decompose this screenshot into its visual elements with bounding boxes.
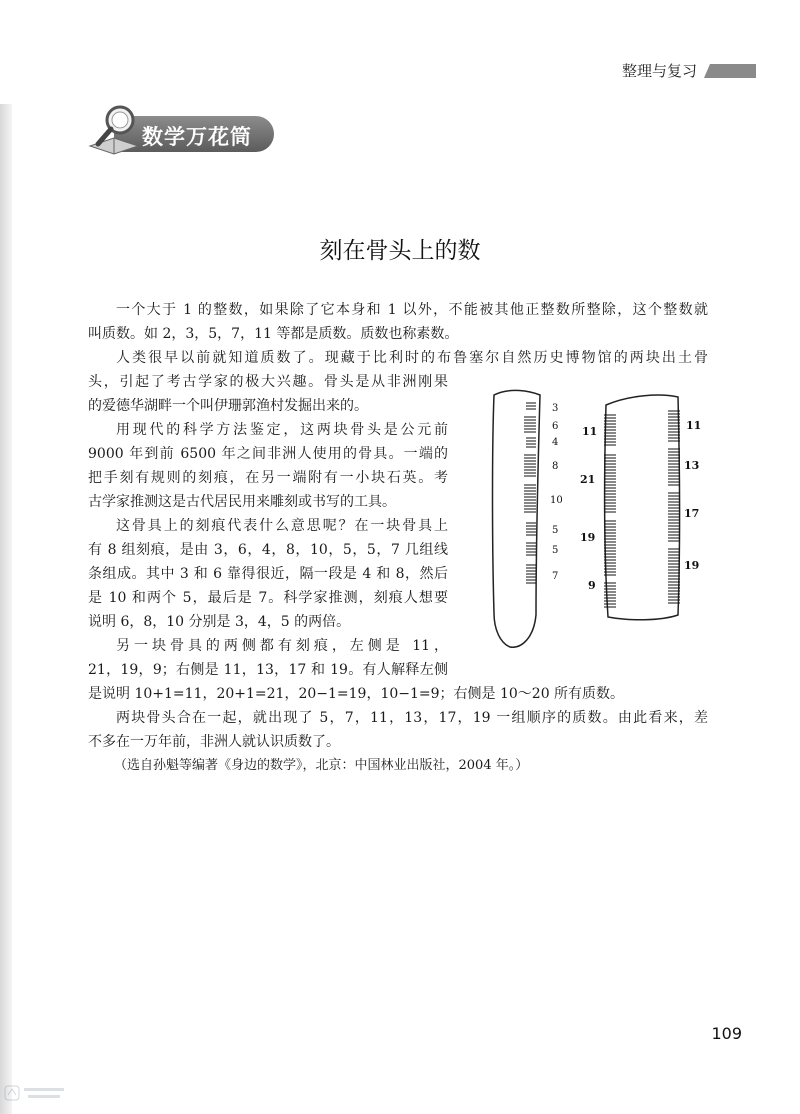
paragraph-line: 不多在一万年前，非洲人就认识质数了。	[88, 734, 340, 750]
paragraph-line: 9000 年到前 6500 年之间非洲人使用的骨具。一端的	[88, 446, 448, 462]
paragraph-line: 两块骨头合在一起，就出现了 5，7，11，13，17，19 一组顺序的质数。由此看来，差	[116, 710, 708, 726]
paragraph-line: 说明 6，8，10 分别是 3，4，5 的两倍。	[88, 614, 351, 630]
bone-left-mark: 3	[552, 403, 559, 414]
paragraph-line: 21，19，9；右侧是 11，13，17 和 19。有人解释左侧	[88, 662, 448, 678]
page-number: 109	[711, 1024, 742, 1043]
source-citation: （选自孙魁等编著《身边的数学》，北京：中国林业出版社，2004 年。）	[114, 758, 529, 773]
bone-left-mark: 10	[550, 495, 563, 506]
banner-label: 数学万花筒	[142, 125, 252, 149]
bone-right-right-mark: 11	[686, 419, 702, 432]
paragraph-line: 一个大于 1 的整数，如果除了它本身和 1 以外，不能被其他正整数所整除，这个整数就	[116, 302, 708, 318]
bone-right-left-mark: 21	[580, 473, 596, 486]
bone-left-mark: 8	[552, 461, 559, 472]
bone-left-mark: 5	[552, 525, 559, 536]
paragraph-line: 的爱德华湖畔一个叫伊珊郭渔村发掘出来的。	[88, 398, 368, 414]
bone-right-left-mark: 19	[580, 531, 596, 544]
bone-right-right-mark: 17	[684, 507, 700, 520]
bone-right-notches	[604, 411, 680, 607]
paragraph-line: 叫质数。如 2，3，5，7，11 等都是质数。质数也称素数。	[88, 326, 459, 342]
bone-left-mark: 7	[552, 571, 559, 582]
paragraph-line: 古学家推测这是古代居民用来雕刻或书写的工具。	[88, 494, 396, 510]
paragraph-line: 是说明 10+1=11，20+1=21，20−1=19，10−1=9；右侧是 10～20 所有质数。	[88, 686, 625, 702]
bone-right-right-mark: 13	[684, 459, 700, 472]
paragraph-line: 是 10 和两个 5，最后是 7。科学家推测，刻痕人想要	[88, 590, 448, 606]
section-header: 整理与复习	[621, 62, 697, 80]
bone-right-left-mark: 11	[582, 425, 598, 438]
bone-left-notches	[524, 403, 536, 583]
bone-left-mark: 4	[552, 437, 559, 448]
article-title: 刻在骨头上的数	[319, 238, 481, 264]
bone-right-right-mark: 19	[684, 559, 700, 572]
paragraph-line: 有 8 组刻痕，是由 3，6，4，8，10，5，5，7 几组线	[88, 542, 448, 558]
header-tab-decoration	[704, 64, 756, 78]
paragraph-line: 另一块骨具的两侧都有刻痕，左侧是 11，	[116, 638, 448, 654]
paragraph-line: 头，引起了考古学家的极大兴趣。骨头是从非洲刚果	[88, 374, 448, 390]
ishango-bones-figure	[480, 385, 725, 655]
watermark-logo	[4, 1083, 70, 1103]
bone-right-left-mark: 9	[588, 579, 596, 592]
bone-left-mark: 6	[552, 421, 559, 432]
paragraph-line: 条组成。其中 3 和 6 靠得很近，隔一段是 4 和 8，然后	[88, 566, 448, 582]
section-banner	[84, 100, 274, 160]
paragraph-line: 人类很早以前就知道质数了。现藏于比利时的布鲁塞尔自然历史博物馆的两块出土骨	[116, 350, 708, 366]
paragraph-line: 这骨具上的刻痕代表什么意思呢？在一块骨具上	[116, 518, 448, 534]
paragraph-line: 把手刻有规则的刻痕，在另一端附有一小块石英。考	[88, 470, 448, 486]
bone-left-mark: 5	[552, 545, 559, 556]
paragraph-line: 用现代的科学方法鉴定，这两块骨头是公元前	[116, 422, 448, 438]
